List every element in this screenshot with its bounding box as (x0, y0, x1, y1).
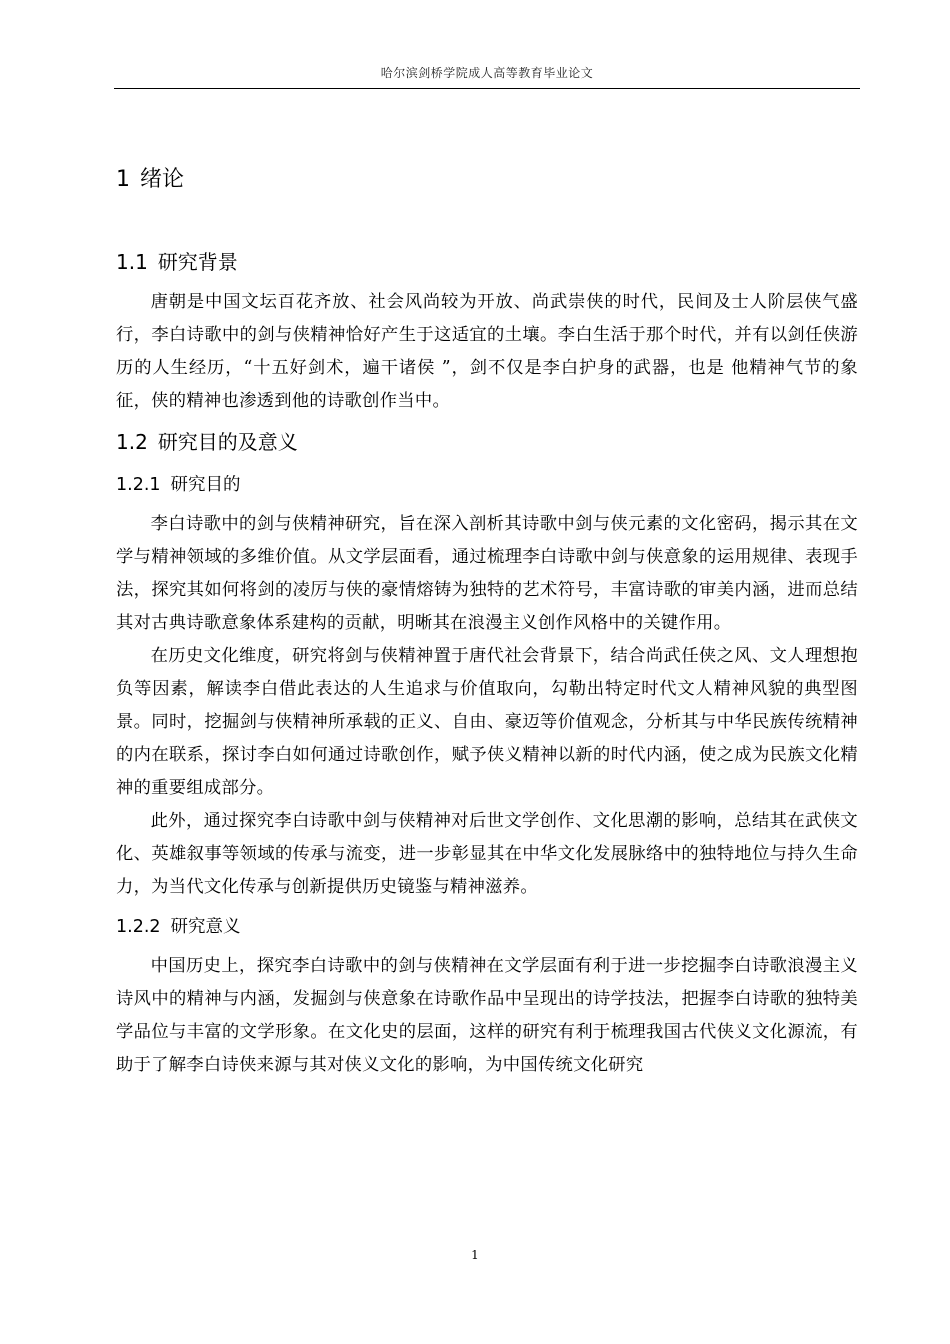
paragraph-significance: 中国历史上，探究李白诗歌中的剑与侠精神在文学层面有利于进一步挖掘李白诗歌浪漫主义诗风中的精神与内涵，发掘剑与侠意象在诗歌作品中呈现出的诗学技法，把握李白诗歌的独特美学品位与丰富的文学形象。在文化史的层面，这样的研究有利于梳理我国古代侠义文化源流，有助于了解李白诗侠来源与其对侠义文化的影响，为中国传统文化研究 (116, 956, 858, 1075)
section-number: 1.1 (116, 250, 148, 274)
section-heading-1-1 (116, 244, 858, 280)
paragraph-purpose-3: 此外，通过探究李白诗歌中剑与侠精神对后世文学创作、文化思潮的影响，总结其在武侠文化、英雄叙事等领域的传承与流变，进一步彰显其在中华文化发展脉络中的独特地位与持久生命力，为当代文化传承与创新提供历史镜鉴与精神滋养。 (116, 811, 858, 897)
subsection-title: 研究意义 (170, 917, 241, 937)
header-rule (114, 88, 860, 89)
subsection-number: 1.2.1 (116, 475, 161, 495)
section-title: 研究目的及意义 (157, 430, 298, 454)
subsection-heading-1-2-2 (116, 910, 858, 944)
paragraph-background: 唐朝是中国文坛百花齐放、社会风尚较为开放、尚武崇侠的时代，民间及士人阶层侠气盛行，李白诗歌中的剑与侠精神恰好产生于这适宜的土壤。李白生活于那个时代，并有以剑任侠游历的人生经历，“十五好剑术，遍干诸侯 ”，剑不仅是李白护身的武器，也是 他精神气节的象征，侠的精神也渗透到他的诗歌创作当中。 (116, 292, 858, 411)
paragraph-purpose-1: 李白诗歌中的剑与侠精神研究，旨在深入剖析其诗歌中剑与侠元素的文化密码，揭示其在文学与精神领域的多维价值。从文学层面看，通过梳理李白诗歌中剑与侠意象的运用规律、表现手法，探究其如何将剑的凌厉与侠的豪情熔铸为独特的艺术符号，丰富诗歌的审美内涵，进而总结其对古典诗歌意象体系建构的贡献，明晰其在浪漫主义创作风格中的关键作用。 (116, 514, 858, 633)
document-body (116, 160, 858, 1082)
page-number: 1 (471, 1248, 479, 1262)
section-heading-1-2 (116, 424, 858, 460)
chapter-title: 绪论 (140, 167, 185, 192)
chapter-heading (116, 160, 858, 200)
section-title: 研究背景 (157, 250, 238, 274)
section-number: 1.2 (116, 430, 148, 454)
chapter-number: 1 (116, 167, 130, 192)
subsection-number: 1.2.2 (116, 917, 161, 937)
page-header: 哈尔滨剑桥学院成人高等教育毕业论文 (380, 66, 594, 80)
subsection-heading-1-2-1 (116, 468, 858, 502)
paragraph-purpose-2: 在历史文化维度，研究将剑与侠精神置于唐代社会背景下，结合尚武任侠之风、文人理想抱负等因素，解读李白借此表达的人生追求与价值取向，勾勒出特定时代文人精神风貌的典型图景。同时，挖掘剑与侠精神所承载的正义、自由、豪迈等价值观念，分析其与中华民族传统精神的内在联系，探讨李白如何通过诗歌创作，赋予侠义精神以新的时代内涵，使之成为民族文化精神的重要组成部分。 (116, 646, 858, 798)
subsection-title: 研究目的 (170, 475, 241, 495)
